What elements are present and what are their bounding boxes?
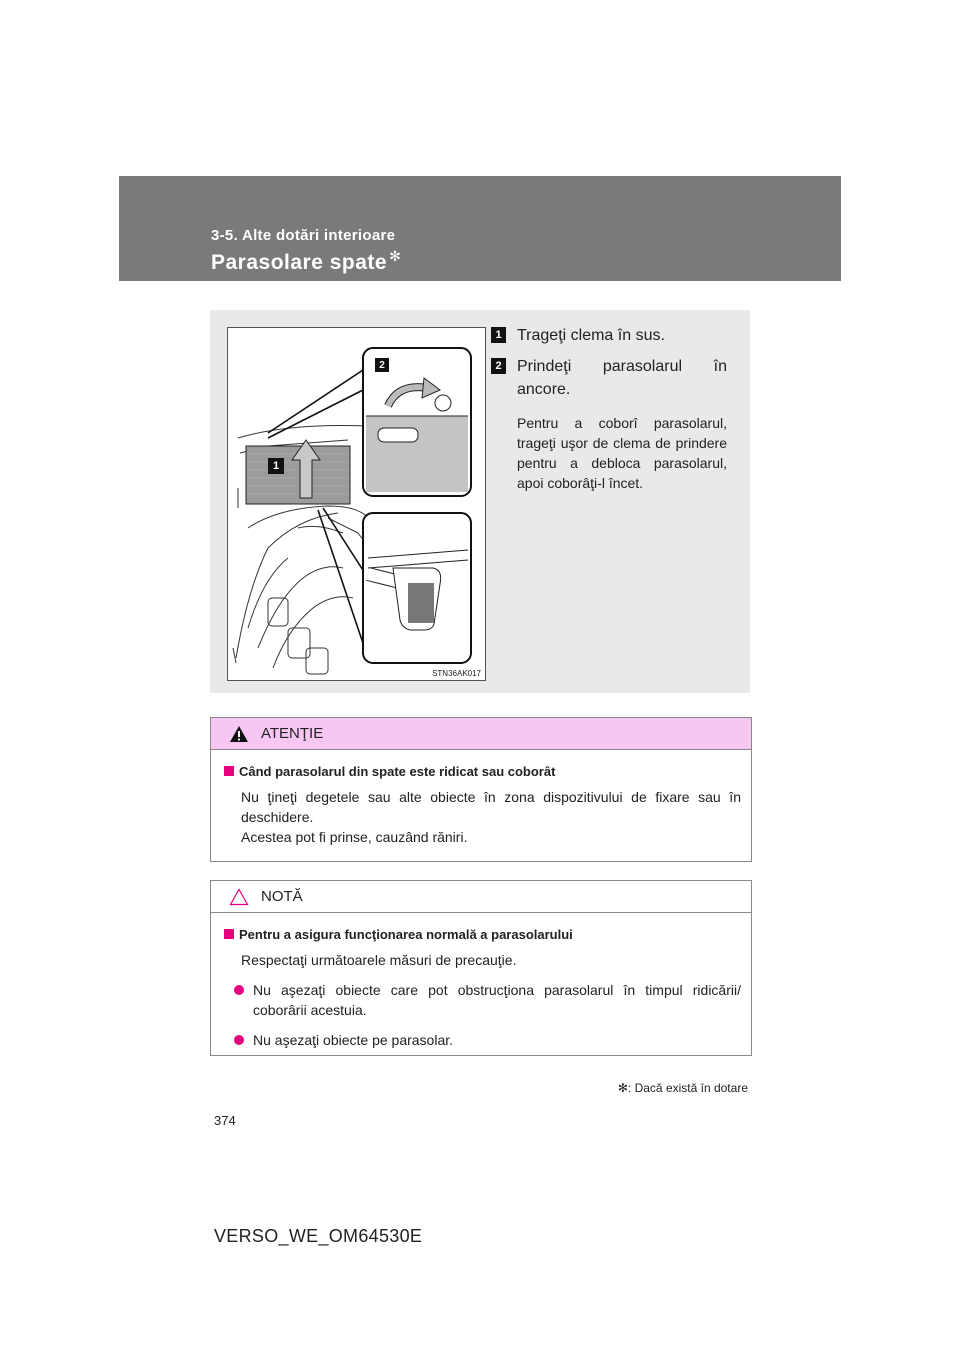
square-bullet-icon xyxy=(224,929,234,939)
notice-header xyxy=(211,881,751,913)
notice-subheading-text: Pentru a asigura funcţionarea normală a parasolarului xyxy=(239,927,573,942)
notice-box xyxy=(210,880,752,1056)
callout-1-badge xyxy=(268,458,284,474)
callout-2-badge xyxy=(375,358,389,372)
notice-bullet-1 xyxy=(221,980,741,1020)
caution-subheading-text: Când parasolarul din spate este ridicat sau coborât xyxy=(239,764,556,779)
notice-bullet-2 xyxy=(221,1030,741,1050)
caution-subheading xyxy=(221,764,741,779)
sunshade-illustration xyxy=(227,327,486,681)
footnote-text: : Dacă există în dotare xyxy=(627,1081,748,1095)
notice-bullet-2-text: Nu aşezaţi obiecte pe parasolar. xyxy=(253,1032,454,1048)
caution-body xyxy=(211,750,751,859)
illustration-panel xyxy=(210,310,750,693)
callout-1-label: 1 xyxy=(272,460,280,472)
round-bullet-icon xyxy=(234,1035,244,1045)
step-list xyxy=(491,324,727,493)
step-1-text: Trageţi clema în sus. xyxy=(517,327,665,344)
step-1 xyxy=(491,324,727,347)
caution-box xyxy=(210,717,752,862)
page-number: 374 xyxy=(214,1113,236,1128)
step-2-number: 2 xyxy=(491,358,506,374)
notice-body xyxy=(211,913,751,1062)
step-2 xyxy=(491,355,727,401)
round-bullet-icon xyxy=(234,985,244,995)
square-bullet-icon xyxy=(224,766,234,776)
notice-heading: NOTĂ xyxy=(261,888,303,905)
section-label: 3-5. Alte dotări interioare xyxy=(211,227,396,244)
caution-heading: ATENŢIE xyxy=(261,725,324,742)
page-title xyxy=(211,248,401,275)
notice-intro: Respectaţi următoarele măsuri de precauţie. xyxy=(241,952,517,968)
caution-header xyxy=(211,718,751,750)
section-header xyxy=(119,176,841,281)
sunshade-drawing xyxy=(228,328,485,680)
step-note: Pentru a coborî parasolarul, trageţi uşor de clema de prindere pentru a debloca parasolarul, apoi coborâţi-l încet. xyxy=(517,415,727,491)
illustration-code: STN36AK017 xyxy=(432,669,481,678)
step-2-text: Prindeţi parasolarul în ancore. xyxy=(517,358,727,398)
footnote xyxy=(560,1081,748,1095)
caution-text-1: Nu ţineţi degetele sau alte obiecte în zona dispozitivului de fixare sau în deschidere. xyxy=(241,789,741,825)
footnote-mark: ✻ xyxy=(617,1081,628,1095)
page-title-text: Parasolare spate xyxy=(211,251,388,274)
notice-warning-icon xyxy=(229,888,249,906)
document-code: VERSO_WE_OM64530E xyxy=(214,1226,423,1246)
caution-text-2: Acestea pot fi prinse, cauzând răniri. xyxy=(241,829,468,845)
notice-subheading xyxy=(221,927,741,942)
callout-2-label: 2 xyxy=(379,359,385,371)
optional-equipment-mark: ✻ xyxy=(389,248,402,264)
step-1-number: 1 xyxy=(491,327,506,343)
notice-bullet-1-text: Nu aşezaţi obiecte care pot obstrucţiona parasolarul în timpul ridicării/ coborârii acestuia. xyxy=(253,982,741,1018)
warning-icon xyxy=(229,725,249,743)
